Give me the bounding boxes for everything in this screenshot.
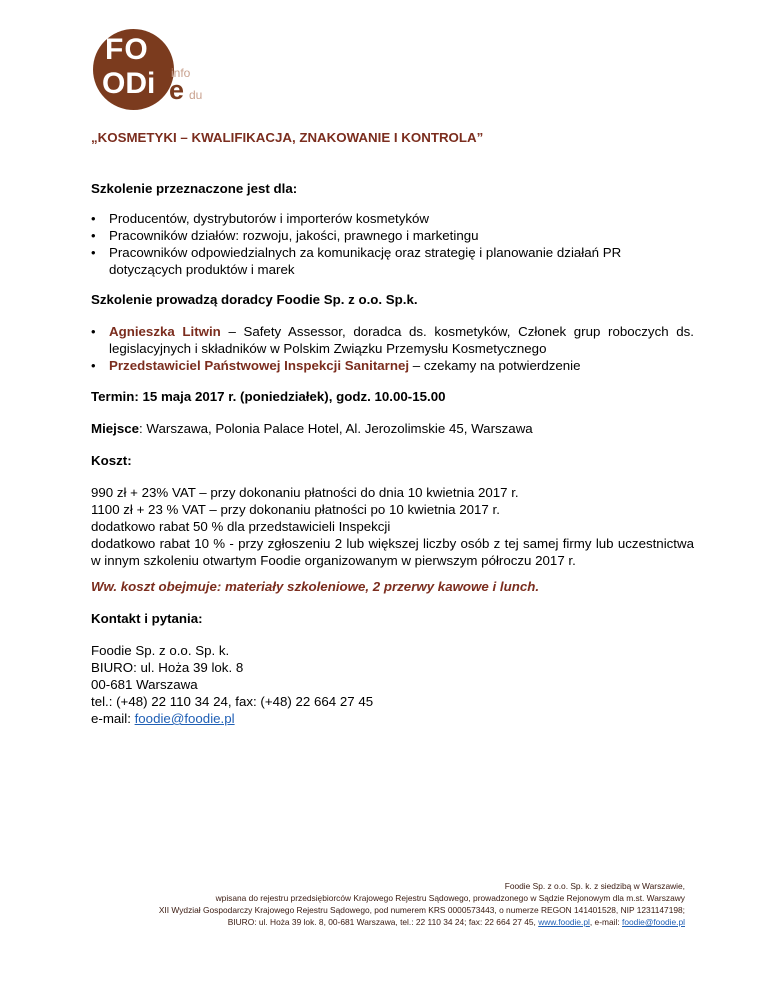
cost-line: dodatkowo rabat 10 % - przy zgłoszeniu 2 lub większej liczby osób z tej samej firmy lub uczestnictwa w innym szkoleniu otwartym Foodie organizowanym w pierwszym półroczu 2017 r. [91, 536, 694, 568]
trainer-description: – Safety Assessor, doradca ds. kosmetyków, Członek grup roboczych ds. legislacyjnych i składników w Polskim Związku Przemysłu Kosmetycznego [109, 324, 694, 356]
list-item [91, 323, 694, 357]
contact-office: BIURO: ul. Hoża 39 lok. 8 [91, 660, 244, 675]
contact-email-line [91, 710, 691, 727]
bullet-icon: • [91, 211, 96, 226]
bullet-icon: • [91, 324, 96, 339]
trainers-heading: Szkolenie prowadzą doradcy Foodie Sp. z o.o. Sp.k. [91, 292, 418, 307]
footer-line: BIURO: ul. Hoża 39 lok. 8, 00-681 Warszawa, tel.: 22 110 34 24; fax: 22 664 27 45, www.foodie.pl, e-mail: foodie@foodie.pl [227, 917, 685, 927]
contact-phone: tel.: (+48) 22 110 34 24, fax: (+48) 22 664 27 45 [91, 694, 374, 709]
logo-text-du: du [189, 88, 203, 102]
list-item [91, 357, 694, 374]
footer-line: XII Wydział Gospodarczy Krajowego Rejestru Sądowego, pod numerem KRS 0000573443, o numerze REGON 141401528, NIP 1231147198; [158, 905, 685, 915]
cost-line: 1100 zł + 23 % VAT – przy dokonaniu płatności po 10 kwietnia 2017 r. [91, 502, 500, 517]
trainer-description: – czekamy na potwierdzenie [409, 358, 581, 373]
logo-text-e: e [169, 75, 185, 105]
trainer-name: Agnieszka Litwin [109, 324, 221, 339]
contact-company: Foodie Sp. z o.o. Sp. k. [91, 643, 230, 658]
logo-text-odi: ODi [102, 67, 156, 100]
list-item: • Pracowników działów: rozwoju, jakości, prawnego i marketingu [91, 228, 479, 243]
document-title: „KOSMETYKI – KWALIFIKACJA, ZNAKOWANIE I KONTROLA” [91, 130, 484, 145]
contact-email-label: e-mail: [91, 711, 135, 726]
bullet-icon: • [91, 228, 96, 243]
venue-label: Miejsce [91, 421, 140, 436]
contact-email-link[interactable]: foodie@foodie.pl [134, 711, 235, 726]
footer-line: wpisana do rejestru przedsiębiorców Krajowego Rejestru Sądowego, prowadzonego w Sądzie Rejonowym dla m.st. Warszawy [215, 893, 685, 903]
page-footer [65, 880, 685, 928]
venue-line [91, 420, 691, 437]
footer-website-link[interactable]: www.foodie.pl [538, 917, 590, 927]
trainers-list [91, 323, 694, 374]
contact-details [91, 642, 691, 727]
logo-text-fo: FO [105, 33, 149, 66]
contact-city: 00-681 Warszawa [91, 677, 198, 692]
foodie-logo [93, 29, 218, 111]
bullet-icon: • [91, 245, 96, 260]
footer-email-link[interactable]: foodie@foodie.pl [622, 917, 685, 927]
audience-list [91, 210, 694, 278]
contact-heading: Kontakt i pytania: [91, 611, 203, 626]
cost-line: dodatkowo rabat 50 % dla przedstawicieli Inspekcji [91, 519, 391, 534]
cost-heading: Koszt: [91, 453, 132, 468]
cost-line: 990 zł + 23% VAT – przy dokonaniu płatności do dnia 10 kwietnia 2017 r. [91, 485, 519, 500]
trainer-name: Przedstawiciel Państwowej Inspekcji Sanitarnej [109, 358, 410, 373]
date-line: Termin: 15 maja 2017 r. (poniedziałek), godz. 10.00-15.00 [91, 389, 446, 404]
footer-line: Foodie Sp. z o.o. Sp. k. z siedzibą w Warszawie, [504, 881, 685, 891]
cost-note: Ww. koszt obejmuje: materiały szkoleniowe, 2 przerwy kawowe i lunch. [91, 579, 540, 594]
list-item: • Producentów, dystrybutorów i importerów kosmetyków [91, 211, 429, 226]
venue-value: : Warszawa, Polonia Palace Hotel, Al. Jerozolimskie 45, Warszawa [139, 421, 533, 436]
bullet-icon: • [91, 358, 96, 373]
logo-text-info: info [171, 66, 191, 80]
cost-details [91, 484, 694, 569]
audience-heading: Szkolenie przeznaczone jest dla: [91, 181, 298, 196]
list-item: • Pracowników odpowiedzialnych za komunikację oraz strategię i planowanie działań PR dotyczących produktów i marek [91, 245, 622, 277]
